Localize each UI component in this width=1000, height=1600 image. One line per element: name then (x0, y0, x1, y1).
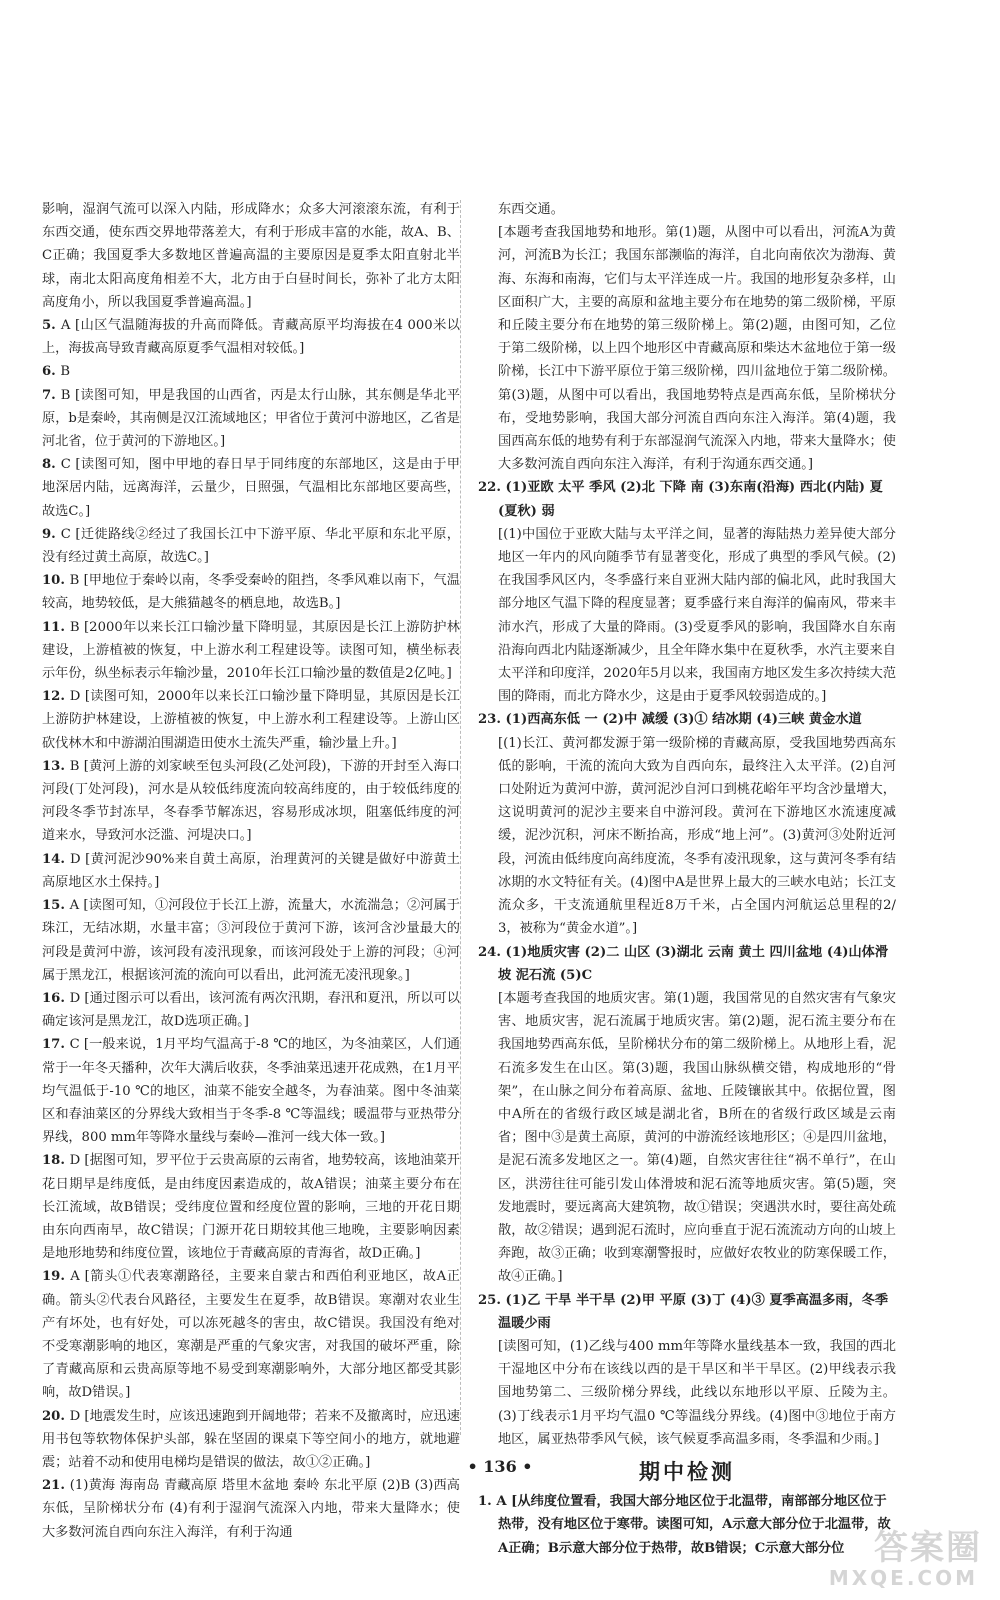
item-number: 25. (478, 1292, 506, 1308)
answer-item (42, 569, 460, 615)
page-number: • 136 • (467, 1457, 533, 1476)
item-text: B [读图可知，甲是我国的山西省，丙是太行山脉，其东侧是华北平原，b是秦岭，其南侧是汉江流域地区；甲省位于黄河中游地区，乙省是河北省，位于黄河的下游地区。] (42, 387, 461, 450)
explanation-text: [(1)长江、黄河都发源于第一级阶梯的青藏高原，受我国地势西高东低的影响，干流的流向大致为自西向东，最终注入太平洋。(2)自河口处附近为黄河中游，黄河泥沙自河口到桃花峪年平均含沙量增大，这说明黄河的泥沙主要来自中游河段。黄河在下游地区水流速度减缓，泥沙沉积，河床不断抬高，形成“地上河”。(3)黄河③处附近河段，河流由低纬度向高纬度流，冬季有凌汛现象，这与黄河冬季有结冰期的水文特征有关。(4)图中A是世界上最大的三峡水电站；长江支流众多，干支流通航里程近8万千米，占全国内河航运总里程的2/3，被称为“黄金水道”。] (498, 735, 896, 937)
answer-line (478, 941, 896, 987)
item-text: (1)黄海 海南岛 青藏高原 塔里木盆地 秦岭 东北平原 (2)B (3)西高东低，呈阶梯状分布 (4)有利于湿润气流深入内地，带来大量降水；使大多数河流自西向东注入海洋，有利于沟通 (42, 1478, 460, 1540)
item-number: 24. (478, 944, 506, 960)
answer-item (42, 453, 460, 523)
item-number: 10. (42, 573, 70, 589)
right-column (478, 198, 896, 1560)
item-text: D [据图可知，罗平位于云贵高原的云南省，地势较高，该地油菜开花日期早是纬度低，是由纬度因素造成的，故A错误；油菜主要分布在长江流域，故B错误；受纬度位置和经度位置的影响，三地的开花日期由东向西南早，故C错误；门源开花日期较其他三地晚，主要影响因素是地形地势和纬度位置，该地位于青藏高原的青海省，故D正确。] (42, 1153, 460, 1262)
item-number: 21. (42, 1478, 70, 1494)
answer-item (42, 685, 460, 755)
item-number: 18. (42, 1153, 70, 1169)
item-text: C [迁徙路线②经过了我国长江中下游平原、华北平原和东北平原，没有经过黄土高原，故选C。] (42, 526, 460, 566)
answer-item (42, 198, 460, 314)
column-divider (460, 200, 461, 1435)
continuation-text: 东西交通。 (498, 202, 564, 217)
answer-item (42, 1265, 460, 1404)
item-text: A [箭头①代表寒潮路径，主要来自蒙古和西伯利亚地区，故A正确。箭头②代表台风路径，主要发生在夏季，故B错误。寒潮对农业生产有坏处，也有好处，可以冻死越冬的害虫，故C错误。我国没有绝对不受寒潮影响的地区，寒潮是严重的气象灾害，对我国的破坏严重，除了青藏高原和云贵高原等地不易受到寒潮影响外，大部分地区都受其影响，故D错误。] (42, 1269, 460, 1401)
section-title: 期中检测 (639, 1459, 735, 1484)
item-number: 15. (42, 898, 70, 914)
item-number: 9. (42, 526, 61, 542)
answer-item (42, 848, 460, 894)
item-text: B [2000年以来长江口输沙量下降明显，其原因是长江上游防护林建设，上游植被的恢复，中上游水利工程建设等。读图可知，横坐标表示年份，纵坐标表示年输沙量，2010年长江口输沙量的数值是2亿吨。] (42, 619, 460, 682)
watermark-sub: MXQE.COM (828, 1566, 978, 1590)
answer-item (42, 384, 460, 454)
item-number: 19. (42, 1269, 71, 1285)
item-text: A [读图可知，①河段位于长江上游，流量大，水流湍急；②河属于珠江，无结冰期，水量丰富；③河段位于黄河下游，该河含沙量最大的河段是黄河中游，该河段有凌汛现象，而该河段处于上游的河段；④河属于黑龙江，根据该河流的流向可以看出，此河流无凌汛现象。] (42, 898, 460, 983)
item-number: 17. (42, 1037, 70, 1053)
item-number: 14. (42, 851, 70, 867)
answer-text: A [从纬度位置看，我国大部分地区位于北温带，南部部分地区位于热带，没有地区位于寒带。读图可知，A示意大部分位于北温带，故A正确；B示意大部分位于热带，故B错误；C示意大部分位 (496, 1494, 891, 1556)
item-text: B [甲地位于秦岭以南，冬季受秦岭的阻挡，冬季风难以南下，气温较高，地势较低，是大熊猫越冬的栖息地，故选B。] (42, 573, 460, 612)
item-text: A [山区气温随海拔的升高而降低。青藏高原平均海拔在4 000米以上，海拔高导致青藏高原夏季气温相对较低。] (42, 318, 460, 357)
explanation-text: [(1)中国位于亚欧大陆与太平洋之间，显著的海陆热力差异使大部分地区一年内的风向随季节有显著变化，形成了典型的季风气候。(2)在我国季风区内，冬季盛行来自亚洲大陆内部的偏北风，此时我国大部分地区气温下降的程度显著；夏季盛行来自海洋的偏南风，带来丰沛水汽，形成了大量的降雨。(3)受夏季风的影响，我国降水自东南沿海向西北内陆逐渐减少，且全年降水集中在夏秋季，水汽主要来自太平洋和印度洋，2020年5月以来，我国南方地区发生多次持续大范围的降雨，而北方降水少，这是由于夏季风较弱造成的。] (498, 526, 897, 705)
answer-line (478, 708, 896, 731)
item-number: 20. (42, 1408, 70, 1424)
explanation-text: [本题考查我国地势和地形。第(1)题，从图中可以看出，河流A为黄河，河流B为长江；我国东部濒临的海洋，自北向南依次为渤海、黄海、东海和南海，它们与太平洋连成一片。我国的地形复杂多样，山区面积广大，主要的高原和盆地主要分布在地势的第二级阶梯，平原和丘陵主要分布在地势的第三级阶梯上。第(2)题，由图可知，乙位于第二级阶梯，以上四个地形区中青藏高原和柴达木盆地位于第一级阶梯，长江中下游平原位于第三级阶梯，四川盆地位于第二级阶梯。第(3)题，从图中可以看出，我国地势特点是西高东低，呈阶梯状分布，受地势影响，我国大部分河流自西向东注入海洋。第(4)题，我国西高东低的地势有利于东部湿润气流深入内地，带来大量降水；使大多数河流自西向东注入海洋，有利于沟通东西交通。] (498, 225, 896, 473)
left-column (42, 198, 460, 1544)
item-number: 23. (478, 712, 506, 728)
item-number: 5. (42, 318, 61, 334)
answer-item (42, 1033, 460, 1149)
item-number: 13. (42, 758, 70, 774)
explanation-text: [读图可知，(1)乙线与400 mm年等降水量线基本一致，我国的西北干湿地区中分布在该线以西的是干旱区和半干旱区。(2)甲线表示我国地势第二、三级阶梯分界线，此线以东地形以平原、丘陵为主。(3)丁线表示1月平均气温0 ℃等温线分界线。(4)图中③地位于南方地区，属亚热带季风气候，该气候夏季高温多雨，冬季温和少雨。] (498, 1338, 896, 1447)
answer-text: (1)亚欧 太平 季风 (2)北 下降 南 (3)东南(沿海) 西北(内陆) 夏(夏秋) 弱 (498, 480, 883, 519)
item-number: 11. (42, 619, 70, 635)
answer-text: (1)乙 干旱 半干旱 (2)甲 平原 (3)丁 (4)③ 夏季高温多雨，冬季温暖少雨 (498, 1292, 889, 1331)
item-text: D [黄河泥沙90%来自黄土高原，治理黄河的关键是做好中游黄土高原地区水土保持。] (42, 851, 460, 890)
explanation-text: [本题考查我国的地质灾害。第(1)题，我国常见的自然灾害有气象灾害、地质灾害，泥石流属于地质灾害。第(2)题，泥石流主要分布在我国地势西高东低，呈阶梯状分布的第二级阶梯上。从地形上看，泥石流多发生在山区。第(3)题，我国山脉纵横交错，构成地形的“骨架”，在山脉之间分布着高原、盆地、丘陵镶嵌其中。依据位置，图中A所在的省级行政区域是湖北省，B所在的省级行政区域是云南省；图中③是黄土高原，黄河的中游流经该地形区；④是四川盆地，是泥石流多发地区之一。第(4)题，自然灾害往往“祸不单行”，在山区，洪涝往往可能引发山体滑坡和泥石流等地质灾害。第(5)题，突发地震时，要远离高大建筑物，故①错误；突遇洪水时，要往高处疏散，故②错误；遇到泥石流时，应向垂直于泥石流流动方向的山坡上奔跑，故③正确；收到寒潮警报时，应做好农牧业的防寒保暖工作，故④正确。] (498, 990, 896, 1285)
item-number: 7. (42, 387, 61, 403)
answer-item (42, 616, 460, 686)
item-text: 影响，湿润气流可以深入内陆，形成降水；众多大河滚滚东流，有利于东西交通，使东西交界地带落差大，有利于形成丰富的水能，故A、B、C正确；我国夏季大多数地区普遍高温的主要原因是夏季太阳直射北半球，南北太阳高度角相差不大，北方由于白昼时间长，弥补了北方太阳高度角小，所以我国夏季普遍高温。] (42, 202, 460, 310)
item-number: 8. (42, 457, 61, 473)
item-text: D [通过图示可以看出，该河流有两次汛期，春汛和夏汛，所以可以确定该河是黑龙江，故D选项正确。] (42, 990, 460, 1030)
item-text: D [读图可知，2000年以来长江口输沙量下降明显，其原因是长江上游防护林建设，上游植被的恢复，中上游水利工程建设等。上游山区砍伐林木和中游湖泊围湖造田使水土流失严重，输沙量上升。] (42, 689, 460, 751)
answer-item (42, 1474, 460, 1544)
item-number: 1. (478, 1494, 497, 1510)
item-number: 22. (478, 480, 506, 496)
watermark-logo (827, 1520, 982, 1590)
answer-item (42, 1149, 460, 1265)
answer-text: (1)西高东低 一 (2)中 减缓 (3)① 结冰期 (4)三峡 黄金水道 (505, 712, 862, 728)
item-text: C [一般来说，1月平均气温高于-8 ℃的地区，为冬油菜区，人们通常于一年冬天播种，次年大满后收获，冬季油菜迅速开花成熟，在1月平均气温低于-10 ℃的地区，油菜不能安全越冬，为春油菜。图中冬油菜区和春油菜区的分界线大致相当于冬季-8 ℃等温线；暖温带与亚热带分界线，800 mm年等降水量线与秦岭—淮河一线大体一致。] (42, 1037, 460, 1146)
item-number: 16. (42, 990, 70, 1006)
item-text: D [地震发生时，应该迅速跑到开阔地带；若来不及撤离时，应迅速用书包等软物体保护头部，躲在坚固的课桌下等空间小的地方，就地避震；站着不动和使用电梯均是错误的做法，故①②正确。] (42, 1408, 460, 1470)
answer-item (42, 523, 460, 569)
answer-item (42, 894, 460, 987)
item-number: 6. (42, 364, 61, 380)
answer-text: (1)地质灾害 (2)二 山区 (3)湖北 云南 黄土 四川盆地 (4)山体滑坡 泥石流 (5)C (498, 944, 889, 983)
watermark-main: 答案圈 (874, 1528, 982, 1568)
answer-line (478, 476, 896, 522)
answer-line (478, 1289, 896, 1335)
item-number: 12. (42, 689, 70, 705)
answer-item (42, 314, 460, 360)
answer-item (42, 360, 460, 383)
answer-item (42, 987, 460, 1033)
item-text: B [黄河上游的刘家峡至包头河段(乙处河段)，下游的开封至入海口河段(丁处河段)，河水是从较低纬度流向较高纬度的，由于较低纬度的河段冬季节封冻早，冬春季节解冻迟，容易形成冰坝，阻塞低纬度的河道来水，导致河水泛滥、河堤决口。] (42, 758, 460, 844)
item-text: B (60, 364, 71, 380)
item-text: C [读图可知，图中甲地的春日早于同纬度的东部地区，这是由于甲地深居内陆，远离海洋，云量少，日照强，气温相比东部地区要高些，故选C。] (42, 457, 460, 519)
answer-item (42, 755, 460, 848)
